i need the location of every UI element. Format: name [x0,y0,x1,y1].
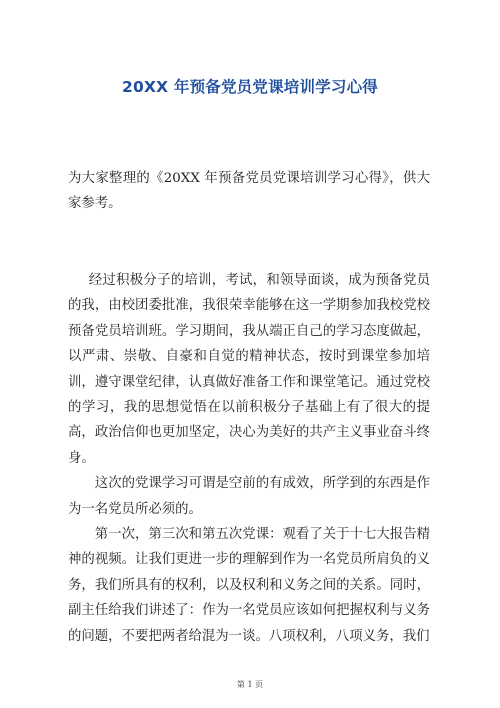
body-paragraph: 这次的党课学习可谓是空前的有成效，所学到的东西是作为一名党员所必须的。 [68,476,430,517]
body-paragraph: 第一次，第三次和第五次党课：观看了关于十七大报告精神的视频。让我们更进一步的理解到作为一名党员所肩负的义务，我们所具有的权利，以及权利和义务之间的关系。同时，副主任给我们讲述了：作为一名党员应该如何把握权利与义务的问题，不要把两者给混为一谈。八项权利，八项义务，我们 [68,527,430,644]
intro-paragraph: 为大家整理的《20XX 年预备党员党课培训学习心得》，供大家参考。 [68,171,430,212]
page-number: 第 1 页 [236,680,264,689]
document-title: 20XX 年预备党员党课培训学习心得 [122,78,378,96]
body-paragraph: 经过积极分子的培训，考试，和领导面谈，成为预备党员的我，由校团委批准，我很荣幸能够在这一学期参加我校党校预备党员培训班。学习期间，我从端正自己的学习态度做起，以严肃、崇敬、自豪和自觉的精神状态，按时到课堂参加培训，遵守课堂纪律，认真做好准备工作和课堂笔记。通过党校的学习，我的思想觉悟在以前积极分子基础上有了很大的提高，政治信仰也更加坚定，决心为美好的共产主义事业奋斗终身。 [68,273,430,466]
body-content [68,268,430,649]
